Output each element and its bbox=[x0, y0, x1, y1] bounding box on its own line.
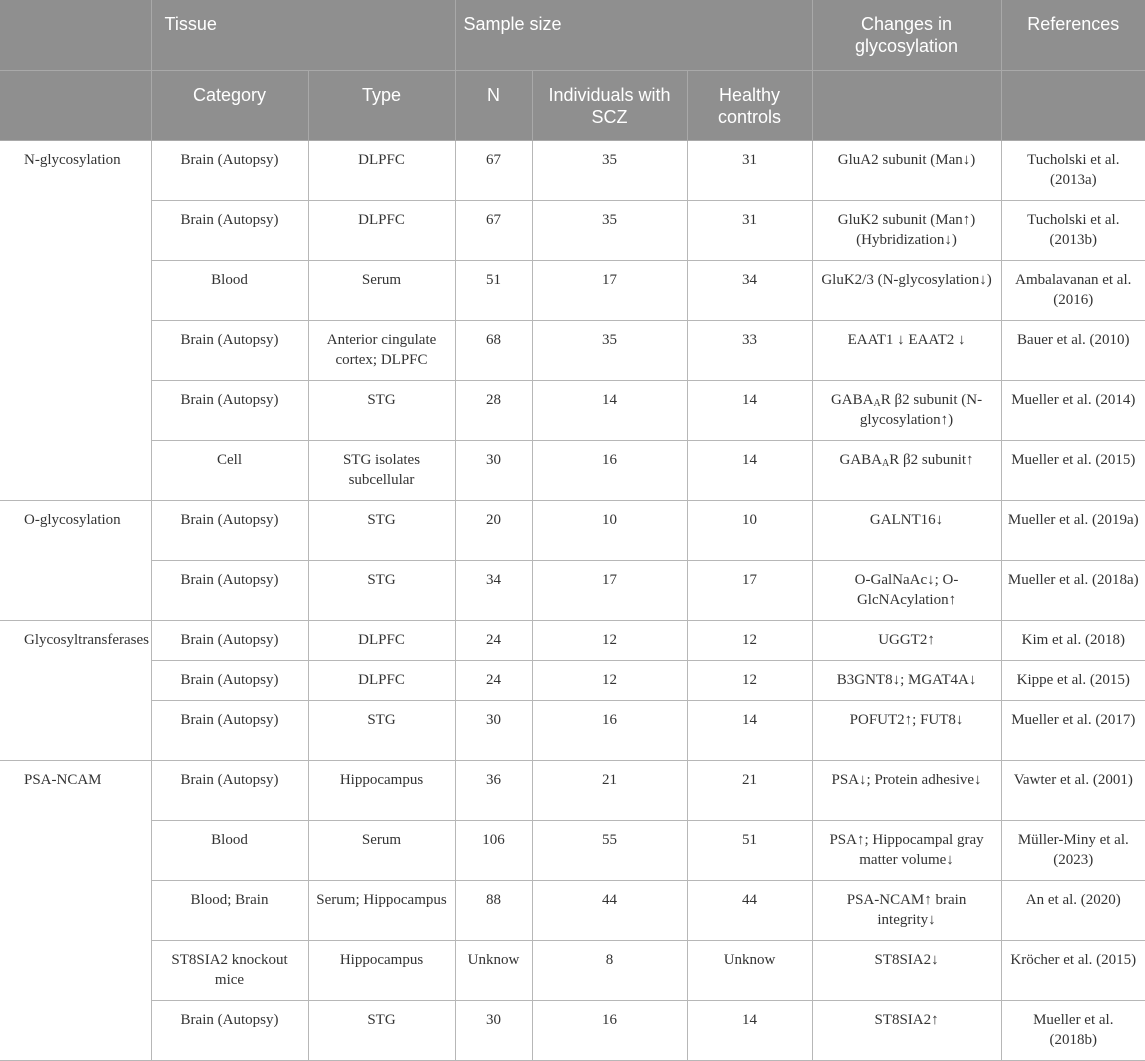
change-cell: UGGT2↑ bbox=[812, 621, 1001, 661]
table-row bbox=[0, 261, 1145, 321]
reference-cell: Kim et al. (2018) bbox=[1001, 621, 1145, 661]
scz-count-cell: 55 bbox=[532, 821, 687, 881]
header-changes: Changes in glycosylation bbox=[812, 0, 1001, 71]
reference-cell: Ambalavanan et al. (2016) bbox=[1001, 261, 1145, 321]
reference-cell: Mueller et al. (2017) bbox=[1001, 701, 1145, 761]
controls-count-cell: 12 bbox=[687, 621, 812, 661]
controls-count-cell: 14 bbox=[687, 441, 812, 501]
change-cell: ST8SIA2↓ bbox=[812, 941, 1001, 1001]
reference-cell: Tucholski et al. (2013a) bbox=[1001, 141, 1145, 201]
controls-count-cell: 31 bbox=[687, 141, 812, 201]
header-healthy-controls: Healthy controls bbox=[687, 71, 812, 141]
header-references: References bbox=[1001, 0, 1145, 71]
category-cell: ST8SIA2 knockout mice bbox=[151, 941, 308, 1001]
category-cell: Cell bbox=[151, 441, 308, 501]
category-cell: Brain (Autopsy) bbox=[151, 141, 308, 201]
n-cell: 30 bbox=[455, 441, 532, 501]
controls-count-cell: 14 bbox=[687, 381, 812, 441]
category-cell: Brain (Autopsy) bbox=[151, 381, 308, 441]
controls-count-cell: 14 bbox=[687, 701, 812, 761]
table-row bbox=[0, 381, 1145, 441]
n-cell: 36 bbox=[455, 761, 532, 821]
scz-count-cell: 16 bbox=[532, 701, 687, 761]
scz-count-cell: 17 bbox=[532, 561, 687, 621]
header-tissue: Tissue bbox=[151, 0, 455, 71]
table-row bbox=[0, 701, 1145, 761]
table-row bbox=[0, 141, 1145, 201]
reference-cell: An et al. (2020) bbox=[1001, 881, 1145, 941]
scz-count-cell: 8 bbox=[532, 941, 687, 1001]
change-cell: GALNT16↓ bbox=[812, 501, 1001, 561]
group-label: PSA-NCAM bbox=[0, 761, 151, 1061]
table-row bbox=[0, 201, 1145, 261]
group-label: Glycosyltransferases bbox=[0, 621, 151, 761]
change-cell: ST8SIA2↑ bbox=[812, 1001, 1001, 1061]
reference-cell: Tucholski et al. (2013b) bbox=[1001, 201, 1145, 261]
table-row bbox=[0, 501, 1145, 561]
category-cell: Blood bbox=[151, 261, 308, 321]
scz-count-cell: 35 bbox=[532, 141, 687, 201]
table-row bbox=[0, 941, 1145, 1001]
controls-count-cell: 44 bbox=[687, 881, 812, 941]
change-cell: O-GalNaAc↓; O-GlcNAcylation↑ bbox=[812, 561, 1001, 621]
type-cell: Anterior cingulate cortex; DLPFC bbox=[308, 321, 455, 381]
change-cell: B3GNT8↓; MGAT4A↓ bbox=[812, 661, 1001, 701]
header-individuals-scz: Individuals with SCZ bbox=[532, 71, 687, 141]
type-cell: STG bbox=[308, 501, 455, 561]
table-row bbox=[0, 821, 1145, 881]
type-cell: Hippocampus bbox=[308, 941, 455, 1001]
n-cell: Unknow bbox=[455, 941, 532, 1001]
n-cell: 68 bbox=[455, 321, 532, 381]
type-cell: DLPFC bbox=[308, 141, 455, 201]
type-cell: STG bbox=[308, 701, 455, 761]
n-cell: 34 bbox=[455, 561, 532, 621]
reference-cell: Bauer et al. (2010) bbox=[1001, 321, 1145, 381]
category-cell: Brain (Autopsy) bbox=[151, 201, 308, 261]
change-cell bbox=[812, 381, 1001, 441]
n-cell: 67 bbox=[455, 141, 532, 201]
category-cell: Brain (Autopsy) bbox=[151, 761, 308, 821]
reference-cell: Mueller et al. (2018a) bbox=[1001, 561, 1145, 621]
scz-count-cell: 35 bbox=[532, 201, 687, 261]
category-cell: Brain (Autopsy) bbox=[151, 661, 308, 701]
type-cell: DLPFC bbox=[308, 201, 455, 261]
n-cell: 28 bbox=[455, 381, 532, 441]
scz-count-cell: 12 bbox=[532, 621, 687, 661]
category-cell: Brain (Autopsy) bbox=[151, 561, 308, 621]
table-row bbox=[0, 621, 1145, 661]
change-cell: GluA2 subunit (Man↓) bbox=[812, 141, 1001, 201]
type-cell: Hippocampus bbox=[308, 761, 455, 821]
n-cell: 51 bbox=[455, 261, 532, 321]
header-blank-4 bbox=[1001, 71, 1145, 141]
controls-count-cell: 10 bbox=[687, 501, 812, 561]
header-type: Type bbox=[308, 71, 455, 141]
change-subscript: A bbox=[873, 398, 881, 409]
change-cell: POFUT2↑; FUT8↓ bbox=[812, 701, 1001, 761]
scz-count-cell: 17 bbox=[532, 261, 687, 321]
type-cell: DLPFC bbox=[308, 661, 455, 701]
controls-count-cell: Unknow bbox=[687, 941, 812, 1001]
type-cell: DLPFC bbox=[308, 621, 455, 661]
scz-count-cell: 44 bbox=[532, 881, 687, 941]
table-row bbox=[0, 321, 1145, 381]
controls-count-cell: 21 bbox=[687, 761, 812, 821]
scz-count-cell: 10 bbox=[532, 501, 687, 561]
reference-cell: Mueller et al. (2018b) bbox=[1001, 1001, 1145, 1061]
header-category: Category bbox=[151, 71, 308, 141]
change-cell: PSA↓; Protein adhesive↓ bbox=[812, 761, 1001, 821]
change-cell: PSA↑; Hippocampal gray matter volume↓ bbox=[812, 821, 1001, 881]
reference-cell: Mueller et al. (2015) bbox=[1001, 441, 1145, 501]
type-cell: Serum; Hippocampus bbox=[308, 881, 455, 941]
change-text-post: R β2 subunit↑ bbox=[889, 452, 974, 468]
reference-cell: Kippe et al. (2015) bbox=[1001, 661, 1145, 701]
type-cell: STG isolates subcellular bbox=[308, 441, 455, 501]
header-blank-3 bbox=[812, 71, 1001, 141]
table-body bbox=[0, 141, 1145, 1061]
change-cell bbox=[812, 441, 1001, 501]
reference-cell: Müller-Miny et al. (2023) bbox=[1001, 821, 1145, 881]
controls-count-cell: 34 bbox=[687, 261, 812, 321]
change-text-pre: GABA bbox=[839, 452, 883, 468]
n-cell: 88 bbox=[455, 881, 532, 941]
scz-count-cell: 16 bbox=[532, 441, 687, 501]
category-cell: Brain (Autopsy) bbox=[151, 621, 308, 661]
header-n: N bbox=[455, 71, 532, 141]
table-row bbox=[0, 761, 1145, 821]
group-label: O-glycosylation bbox=[0, 501, 151, 621]
n-cell: 30 bbox=[455, 701, 532, 761]
n-cell: 106 bbox=[455, 821, 532, 881]
table-row bbox=[0, 661, 1145, 701]
table-row bbox=[0, 1001, 1145, 1061]
header-blank-2 bbox=[0, 71, 151, 141]
table-row bbox=[0, 441, 1145, 501]
controls-count-cell: 17 bbox=[687, 561, 812, 621]
group-label: N-glycosylation bbox=[0, 141, 151, 501]
table-row bbox=[0, 881, 1145, 941]
change-text-post: R β2 subunit (N-glycosylation↑) bbox=[859, 392, 983, 428]
category-cell: Blood; Brain bbox=[151, 881, 308, 941]
scz-count-cell: 12 bbox=[532, 661, 687, 701]
n-cell: 24 bbox=[455, 621, 532, 661]
reference-cell: Kröcher et al. (2015) bbox=[1001, 941, 1145, 1001]
type-cell: STG bbox=[308, 381, 455, 441]
n-cell: 20 bbox=[455, 501, 532, 561]
category-cell: Brain (Autopsy) bbox=[151, 1001, 308, 1061]
controls-count-cell: 31 bbox=[687, 201, 812, 261]
type-cell: STG bbox=[308, 1001, 455, 1061]
change-cell: EAAT1 ↓ EAAT2 ↓ bbox=[812, 321, 1001, 381]
change-cell: GluK2 subunit (Man↑) (Hybridization↓) bbox=[812, 201, 1001, 261]
change-subscript: A bbox=[882, 458, 890, 469]
n-cell: 67 bbox=[455, 201, 532, 261]
table-row bbox=[0, 561, 1145, 621]
scz-count-cell: 14 bbox=[532, 381, 687, 441]
category-cell: Brain (Autopsy) bbox=[151, 701, 308, 761]
controls-count-cell: 51 bbox=[687, 821, 812, 881]
change-cell: GluK2/3 (N-glycosylation↓) bbox=[812, 261, 1001, 321]
reference-cell: Vawter et al. (2001) bbox=[1001, 761, 1145, 821]
controls-count-cell: 12 bbox=[687, 661, 812, 701]
header-sample-size: Sample size bbox=[455, 0, 812, 71]
change-cell: PSA-NCAM↑ brain integrity↓ bbox=[812, 881, 1001, 941]
category-cell: Brain (Autopsy) bbox=[151, 501, 308, 561]
category-cell: Blood bbox=[151, 821, 308, 881]
controls-count-cell: 33 bbox=[687, 321, 812, 381]
scz-count-cell: 35 bbox=[532, 321, 687, 381]
type-cell: Serum bbox=[308, 821, 455, 881]
reference-cell: Mueller et al. (2014) bbox=[1001, 381, 1145, 441]
scz-count-cell: 21 bbox=[532, 761, 687, 821]
scz-count-cell: 16 bbox=[532, 1001, 687, 1061]
header-blank bbox=[0, 0, 151, 71]
category-cell: Brain (Autopsy) bbox=[151, 321, 308, 381]
controls-count-cell: 14 bbox=[687, 1001, 812, 1061]
type-cell: STG bbox=[308, 561, 455, 621]
n-cell: 24 bbox=[455, 661, 532, 701]
change-text-pre: GABA bbox=[830, 392, 874, 408]
reference-cell: Mueller et al. (2019a) bbox=[1001, 501, 1145, 561]
n-cell: 30 bbox=[455, 1001, 532, 1061]
table-header bbox=[0, 0, 1145, 141]
type-cell: Serum bbox=[308, 261, 455, 321]
